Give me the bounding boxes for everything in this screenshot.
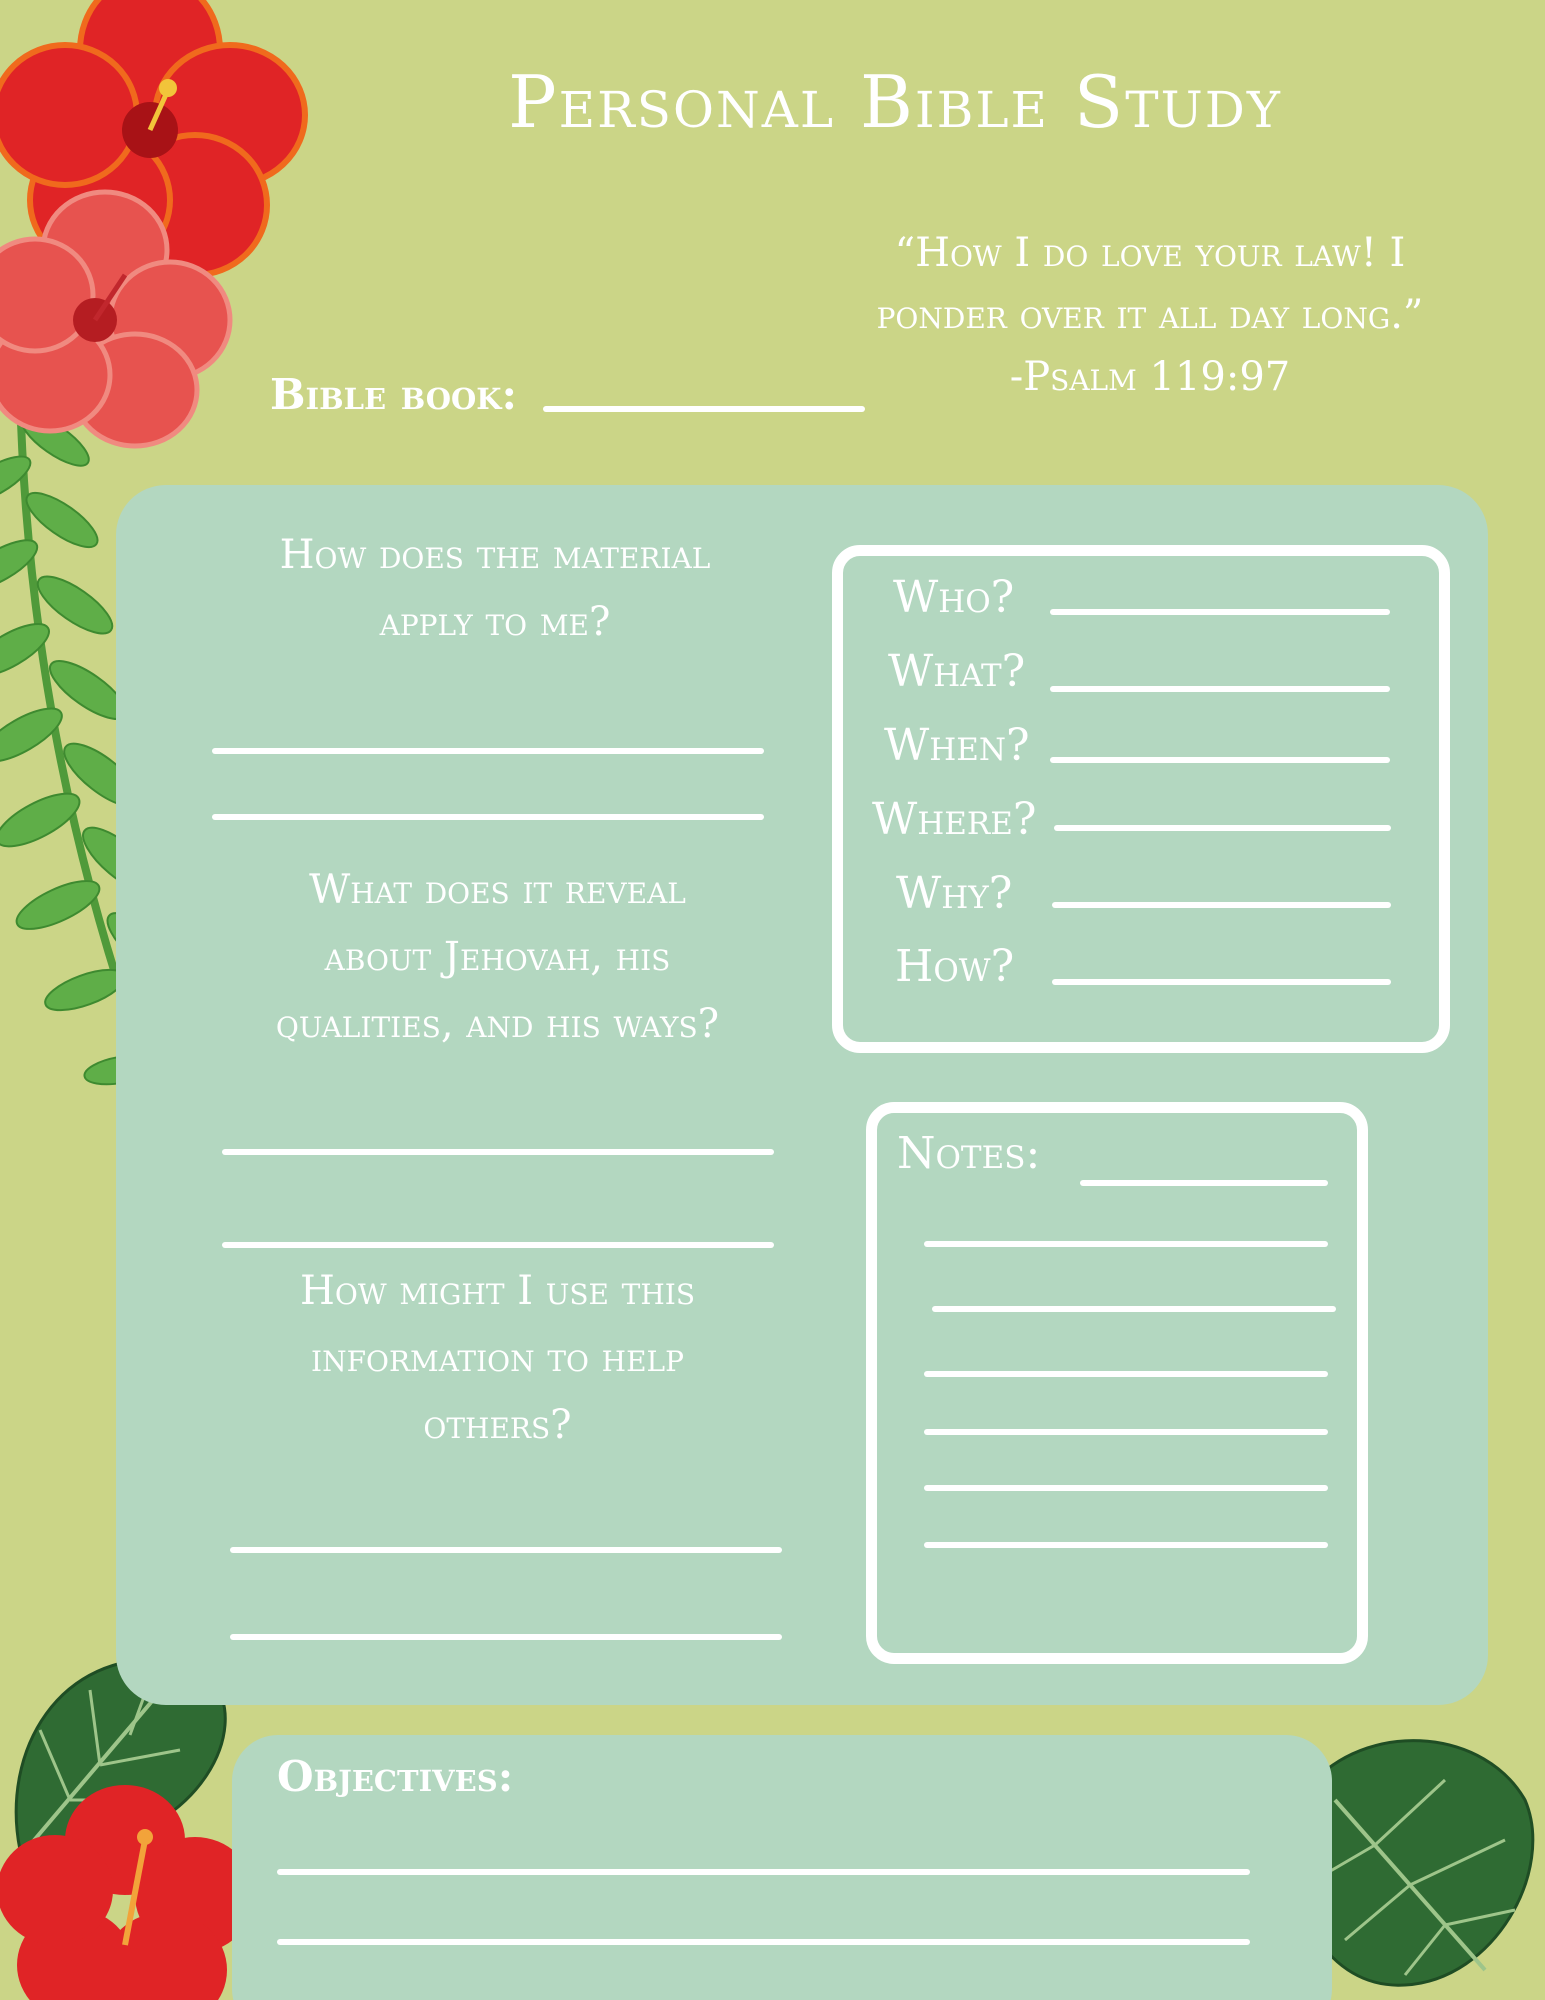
notes-box	[866, 1102, 1368, 1664]
quote-line-2: ponder over it all day long.”	[876, 292, 1424, 338]
how-label: How?	[895, 941, 1015, 992]
where-label: Where?	[872, 794, 1037, 845]
who-input-line[interactable]	[1050, 609, 1390, 615]
question-3-line-3: others?	[423, 1402, 572, 1448]
page-title: Personal Bible Study	[508, 60, 1282, 144]
question-apply-to-me	[160, 522, 830, 656]
answer-line[interactable]	[222, 1149, 774, 1155]
how-input-line[interactable]	[1052, 979, 1391, 985]
what-input-line[interactable]	[1050, 686, 1390, 692]
quote-line-1: “How I do love your law! I	[894, 230, 1406, 276]
question-3-line-2: information to help	[311, 1335, 684, 1381]
notes-line[interactable]	[924, 1371, 1328, 1377]
notes-line[interactable]	[924, 1241, 1328, 1247]
notes-line[interactable]	[924, 1542, 1328, 1548]
answer-line[interactable]	[230, 1634, 782, 1640]
question-2-line-2: about Jehovah, his	[324, 934, 671, 980]
answer-line[interactable]	[212, 814, 764, 820]
question-1-line-1: How does the material	[279, 532, 711, 578]
notes-line[interactable]	[924, 1485, 1328, 1491]
quote-citation: -Psalm 119:97	[1009, 354, 1291, 400]
when-label: When?	[884, 720, 1030, 771]
notes-line[interactable]	[932, 1306, 1336, 1312]
question-3-line-1: How might I use this	[299, 1268, 696, 1314]
notes-line[interactable]	[1080, 1180, 1328, 1186]
who-label: Who?	[893, 572, 1015, 623]
question-1-line-2: apply to me?	[379, 599, 611, 645]
when-input-line[interactable]	[1050, 757, 1390, 763]
objectives-line[interactable]	[277, 1869, 1250, 1875]
bible-book-input-line[interactable]	[543, 406, 865, 412]
question-2-line-1: What does it reveal	[309, 867, 686, 913]
answer-line[interactable]	[230, 1547, 782, 1553]
where-input-line[interactable]	[1054, 825, 1391, 831]
objectives-label: Objectives:	[277, 1752, 514, 1801]
answer-line[interactable]	[222, 1242, 774, 1248]
why-label: Why?	[896, 868, 1013, 919]
what-label: What?	[888, 646, 1026, 697]
bible-book-label: Bible book:	[270, 370, 517, 419]
question-reveal-about-jehovah	[160, 857, 835, 1058]
objectives-line[interactable]	[277, 1939, 1250, 1945]
answer-line[interactable]	[212, 748, 764, 754]
notes-label: Notes:	[897, 1128, 1041, 1179]
question-help-others	[160, 1258, 835, 1459]
notes-line[interactable]	[924, 1429, 1328, 1435]
scripture-quote	[815, 222, 1485, 408]
why-input-line[interactable]	[1052, 902, 1391, 908]
question-2-line-3: qualities, and his ways?	[275, 1001, 720, 1047]
